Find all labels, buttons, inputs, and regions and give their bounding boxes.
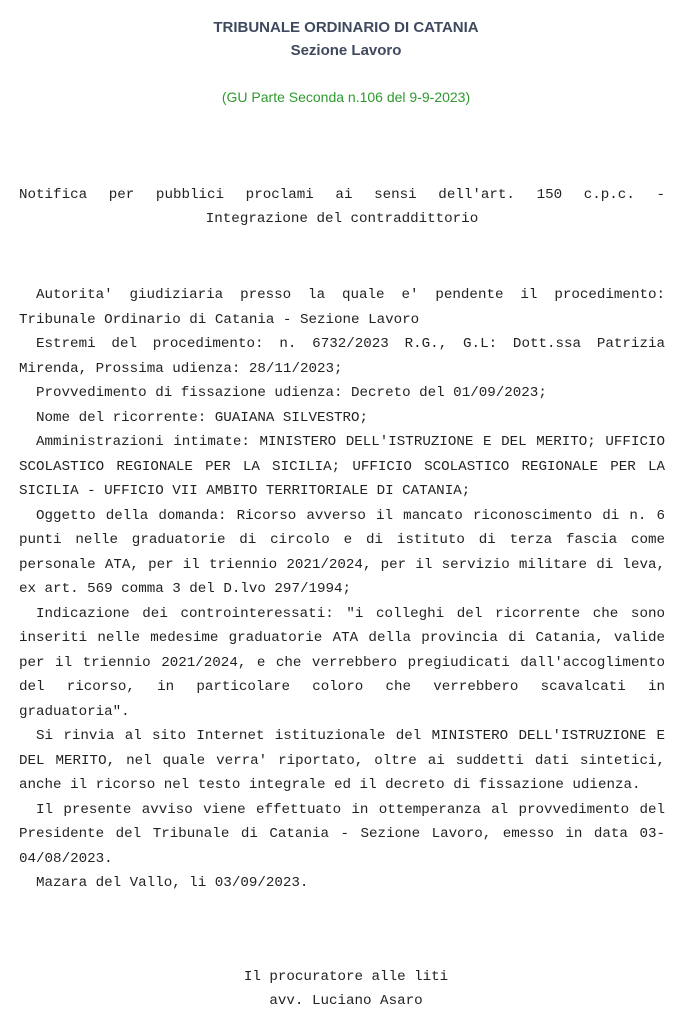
court-title: TRIBUNALE ORDINARIO DI CATANIA <box>213 19 479 36</box>
notice-title <box>19 183 665 231</box>
paragraph-compliance-notice: Il presente avviso viene effettuato in ottemperanza al provvedimento del Presidente del Tribunale di Catania - Sezione Lavoro, emesso in data 03-04/08/2023. <box>19 801 665 867</box>
paragraph-hearing-order: Provvedimento di fissazione udienza: Decreto del 01/09/2023; <box>36 385 547 401</box>
notice-body <box>19 283 665 896</box>
paragraph-subject-of-claim: Oggetto della domanda: Ricorso avverso il mancato riconoscimento di n. 6 punti nelle graduatorie di circolo e di istituto di terza fascia come personale ATA, per il triennio 2021/2024, per il servizio militare di leva, ex art. 569 comma 3 del D.lvo 297/1994; <box>19 507 665 597</box>
paragraph-judicial-authority: Autorita' giudiziaria presso la quale e' pendente il procedimento: Tribunale Ordinario di Catania - Sezione Lavoro <box>19 287 665 328</box>
paragraph-applicant-name: Nome del ricorrente: GUAIANA SILVESTRO; <box>36 409 369 426</box>
paragraph-counterparties: Indicazione dei controinteressati: "i colleghi del ricorrente che sono inseriti nelle medesime graduatorie ATA della provincia di Catania, valide per il triennio 2021/2024, e che verrebbero pregiudicati dall'accoglimento del ricorso, in particolare coloro che verrebbero scavalcati in graduatoria". <box>19 605 665 720</box>
notice-title-line-2: Integrazione del contraddittorio <box>205 211 479 227</box>
signature-name: avv. Luciano Asaro <box>269 993 423 1009</box>
paragraph-website-reference: Si rinvia al sito Internet istituzionale del MINISTERO DELL'ISTRUZIONE E DEL MERITO, nel quale verra' riportato, oltre ai suddetti dati sintetici, anche il ricorso nel testo integrale ed il decreto di fissazione udienza. <box>19 728 665 793</box>
paragraph-place-date: Mazara del Vallo, li 03/09/2023. <box>36 875 309 891</box>
signature-role: Il procuratore alle liti <box>243 969 449 985</box>
paragraph-respondent-administrations: Amministrazioni intimate: MINISTERO DELL'ISTRUZIONE E DEL MERITO; UFFICIO SCOLASTICO REGIONALE PER LA SICILIA; UFFICIO SCOLASTICO REGIONALE PER LA SICILIA - UFFICIO VII AMBITO TERRITORIALE DI CATANIA; <box>19 434 665 499</box>
paragraph-proceeding-details: Estremi del procedimento: n. 6732/2023 R.G., G.L: Dott.ssa Patrizia Mirenda, Prossima udienza: 28/11/2023; <box>19 336 665 377</box>
signature-block <box>0 965 692 1013</box>
gazette-reference: (GU Parte Seconda n.106 del 9-9-2023) <box>221 89 471 105</box>
court-section: Sezione Lavoro <box>290 42 402 59</box>
notice-title-line-1: Notifica per pubblici proclami ai sensi dell'art. 150 c.p.c. - <box>19 187 665 203</box>
